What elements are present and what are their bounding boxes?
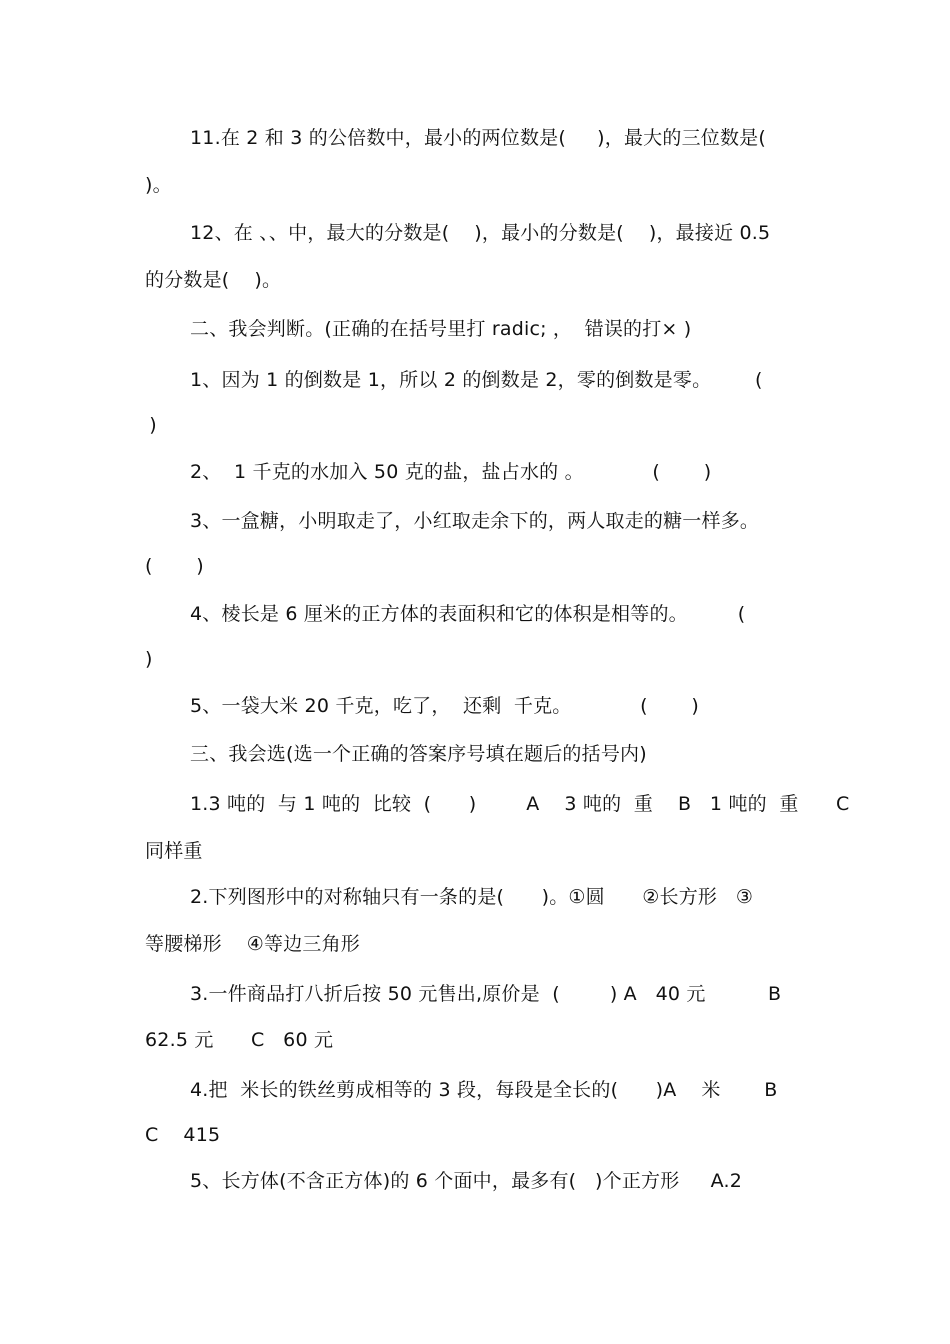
choice-1-line-1: 1.3 吨的 与 1 吨的 比较 ( ) A 3 吨的 重 B 1 吨的 重 C (190, 793, 850, 815)
judge-1-line-1: 1、因为 1 的倒数是 1，所以 2 的倒数是 2，零的倒数是零。 ( (190, 369, 763, 391)
section-3-heading: 三、我会选(选一个正确的答案序号填在题后的括号内) (190, 743, 647, 765)
question-12-line-1: 12、在 、、中，最大的分数是( )，最小的分数是( )，最接近 0.5 (190, 222, 771, 244)
question-11-line-1: 11.在 2 和 3 的公倍数中，最小的两位数是( )，最大的三位数是( (190, 127, 766, 149)
choice-2-line-2: 等腰梯形 ④等边三角形 (145, 933, 360, 955)
choice-3-line-2: 62.5 元 C 60 元 (145, 1029, 334, 1051)
judge-4-line-2: ) (145, 648, 153, 670)
choice-3-line-1: 3.一件商品打八折后按 50 元售出,原价是 ( ) A 40 元 B (190, 983, 782, 1005)
question-11-line-2: )。 (145, 174, 172, 196)
choice-4-line-1: 4.把 米长的铁丝剪成相等的 3 段，每段是全长的( )A 米 B (190, 1079, 778, 1101)
question-12-line-2: 的分数是( )。 (145, 269, 282, 291)
choice-5-line: 5、长方体(不含正方体)的 6 个面中，最多有( )个正方形 A.2 (190, 1170, 743, 1192)
judge-1-line-2: ) (143, 414, 157, 436)
judge-3-line-1: 3、一盒糖，小明取走了，小红取走余下的，两人取走的糖一样多。 (190, 510, 760, 532)
section-2-heading: 二、我会判断。(正确的在括号里打 radic; ， 错误的打× ) (190, 318, 692, 340)
judge-4-line-1: 4、棱长是 6 厘米的正方体的表面积和它的体积是相等的。 ( (190, 603, 746, 625)
choice-4-line-2: C 415 (145, 1124, 221, 1146)
choice-1-line-2: 同样重 (145, 840, 203, 862)
judge-5-line: 5、一袋大米 20 千克，吃了， 还剩 千克。 ( ) (190, 695, 700, 717)
judge-2-line: 2、 1 千克的水加入 50 克的盐，盐占水的 。 ( ) (190, 461, 712, 483)
judge-3-line-2: ( ) (145, 555, 204, 577)
choice-2-line-1: 2.下列图形中的对称轴只有一条的是( )。①圆 ②长方形 ③ (190, 886, 754, 908)
